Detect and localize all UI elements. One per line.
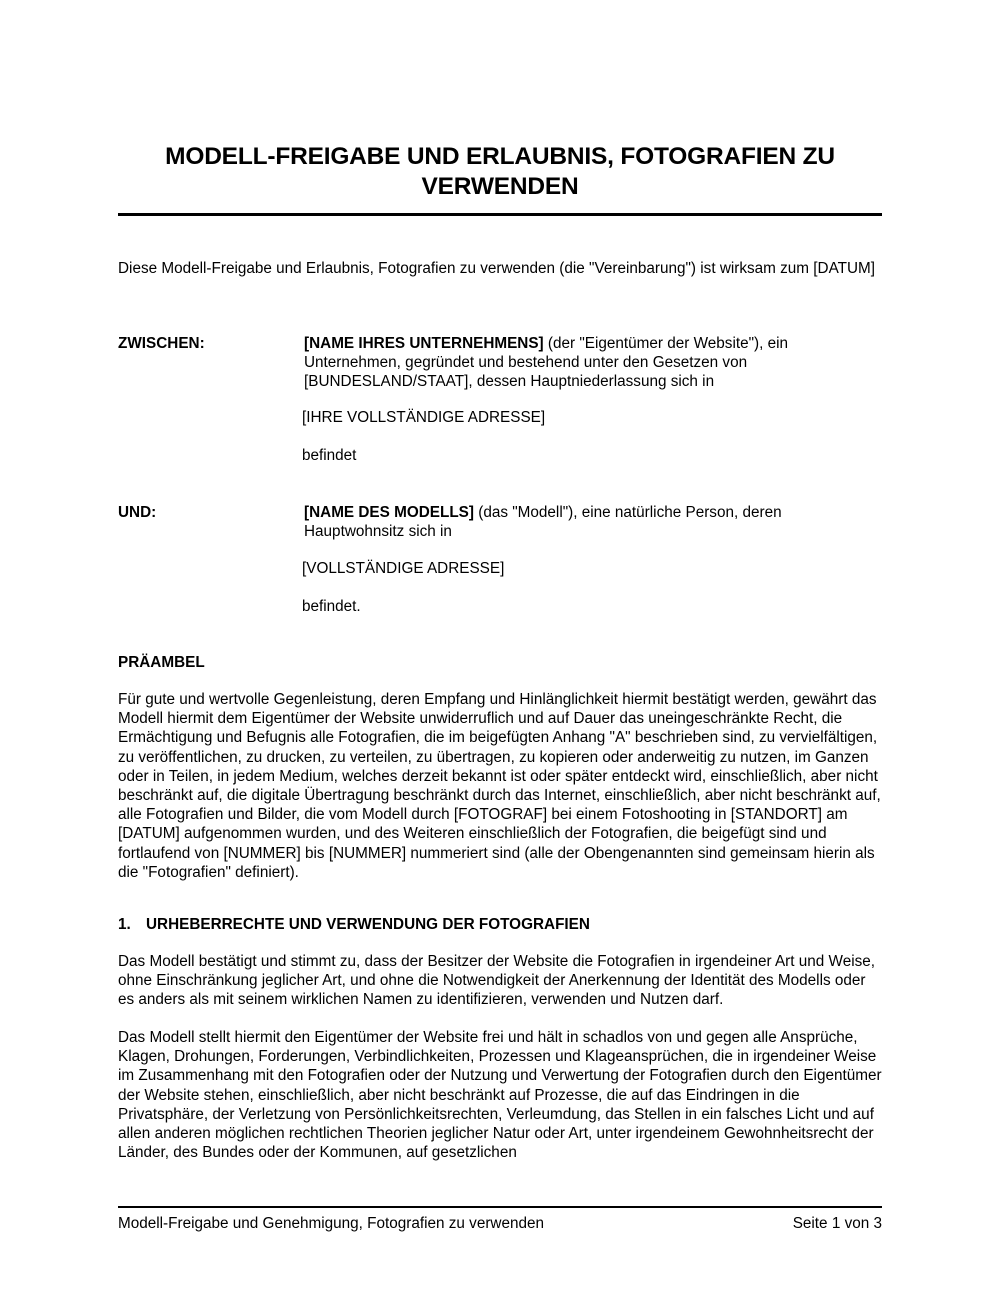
title-line-1: MODELL-FREIGABE UND ERLAUBNIS, FOTOGRAFIEN ZU (165, 143, 835, 170)
party-1-address: [IHRE VOLLSTÄNDIGE ADRESSE] (302, 409, 546, 426)
preamble-heading: PRÄAMBEL (118, 654, 205, 671)
footer-page-number: Seite 1 von 3 (792, 1215, 882, 1232)
preamble-paragraph: Für gute und wertvolle Gegenleistung, deren Empfang und Hinlänglichkeit hiermit bestätigt werden, gewährt das Modell hiermit dem Eigentümer der Website unwiderruflich und auf Dauer das uneingeschränkte Recht, die Ermächtigung und Befugnis alle Fotografien, die im beigefügten Anhang "A" beschrieben sind, zu vervielfältigen, zu veröffentlichen, zu drucken, zu verteilen, zu übertragen, zu kopieren oder anderweitig zu nutzen, im Ganzen oder in Teilen, in jedem Medium, welches derzeit bekannt ist oder später entdeckt wird, einschließlich, aber nicht beschränkt auf, die digitale Übertragung beschränkt durch das Internet, einschließlich, aber nicht beschränkt auf, alle Fotografien und Bilder, die vom Modell durch [FOTOGRAF] bei einem Fotoshooting in [STANDORT] am [DATUM] aufgenommen wurden, und des Weiteren einschließlich der Fotografien, die beigefügt sind und fortlaufend von [NUMMER] bis [NUMMER] nummeriert sind (alle der Obengenannten sind gemeinsam hierin als die "Fotografien" definiert). (118, 691, 881, 881)
intro-paragraph: Diese Modell-Freigabe und Erlaubnis, Fotografien zu verwenden (die "Vereinbarung") ist wirksam zum [DATUM] (118, 260, 876, 277)
party-1-text: (der "Eigentümer der Website"), ein Unternehmen, gegründet und bestehend unter den Gesetzen von [BUNDESLAND/STAAT], dessen Hauptniederlassung sich in (304, 335, 789, 391)
party-1-suffix: befindet (302, 447, 357, 464)
footer-divider (118, 1206, 882, 1208)
party-1-description (304, 334, 882, 392)
section-1-paragraph-1: Das Modell bestätigt und stimmt zu, dass der Besitzer der Website die Fotografien in irgendeiner Art und Weise, ohne Einschränkung jeglicher Art, und ohne die Notwendigkeit der Anerkennung der Identität des Modells oder es anders als mit seinem wirklichen Namen zu identifizieren, verwenden und Nutzen darf. (118, 953, 876, 1009)
title-line-2: VERWENDEN (421, 173, 579, 200)
party-2-text: (das "Modell"), eine natürliche Person, deren Hauptwohnsitz sich in (304, 504, 782, 541)
title-divider (118, 213, 882, 216)
section-1-title: URHEBERRECHTE UND VERWENDUNG DER FOTOGRAFIEN (146, 916, 590, 933)
party-2-description (304, 503, 882, 541)
document-page (118, 0, 882, 1290)
party-label-und: UND: (118, 504, 157, 521)
section-1-heading (118, 915, 590, 934)
party-2-name: [NAME DES MODELLS] (304, 504, 474, 521)
party-label-zwischen: ZWISCHEN: (118, 335, 205, 352)
section-1-paragraph-2: Das Modell stellt hiermit den Eigentümer der Website frei und hält in schadlos von und gegen alle Ansprüche, Klagen, Drohungen, Forderungen, Verbindlichkeiten, Prozessen und Klageansprüchen, die in irgendeiner Weise im Zusammenhang mit den Fotografien oder der Nutzung und Verwertung der Fotografien durch den Eigentümer der Website stehen, einschließlich, aber nicht beschränkt auf Prozesse, die auf das Eindringen in die Privatsphäre, der Verletzung von Persönlichkeitsrechten, Verleumdung, das Stellen in ein falsches Licht und auf allen anderen möglichen rechtlichen Theorien jeglicher Natur oder Art, unter irgendeinem Gewohnheitsrecht der Länder, des Bundes oder der Kommunen, auf gesetzlichen (118, 1029, 882, 1162)
party-1-name: [NAME IHRES UNTERNEHMENS] (304, 335, 544, 352)
party-2-suffix: befindet. (302, 598, 361, 615)
document-title (118, 142, 882, 202)
section-1-number: 1. (118, 916, 131, 933)
footer-document-name: Modell-Freigabe und Genehmigung, Fotografien zu verwenden (118, 1215, 545, 1232)
party-2-address: [VOLLSTÄNDIGE ADRESSE] (302, 560, 505, 577)
